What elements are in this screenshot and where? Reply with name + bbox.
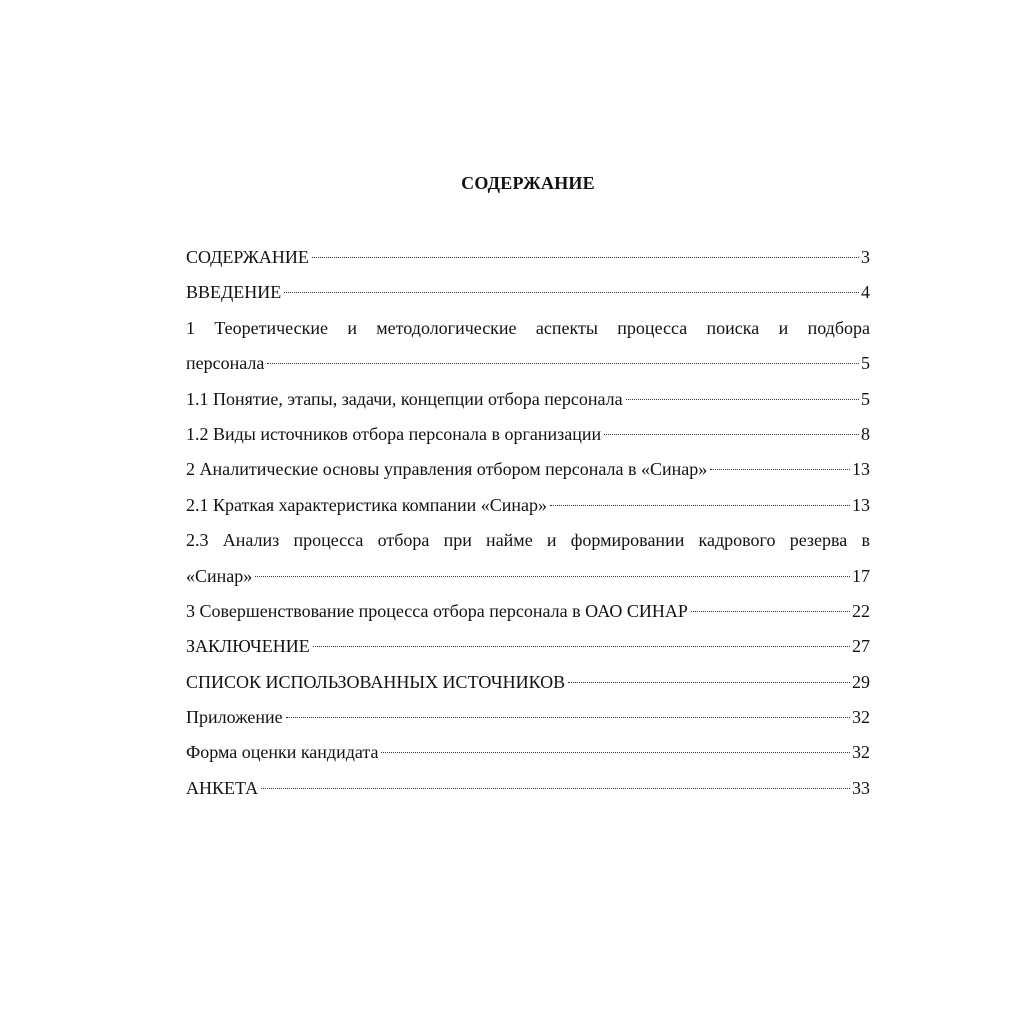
toc-entry-section-2-3[interactable] xyxy=(186,559,870,594)
toc-entry-section-1-2[interactable] xyxy=(186,417,870,452)
toc-dot-leader xyxy=(286,717,850,718)
toc-entry-contents[interactable] xyxy=(186,240,870,275)
toc-dot-leader xyxy=(312,257,859,258)
toc-dot-leader xyxy=(255,576,850,577)
toc-dot-leader xyxy=(267,363,859,364)
toc-page-number: 5 xyxy=(861,353,870,374)
toc-page-number: 33 xyxy=(852,777,870,798)
toc-entry-conclusion[interactable] xyxy=(186,629,870,664)
toc-entry-text: АНКЕТА xyxy=(186,777,259,798)
toc-entry-text: ЗАКЛЮЧЕНИЕ xyxy=(186,636,310,657)
toc-dot-leader xyxy=(568,682,850,683)
toc-entry-text: Форма оценки кандидата xyxy=(186,742,379,763)
toc-page-number: 13 xyxy=(852,459,870,480)
toc-entry-text: ВВЕДЕНИЕ xyxy=(186,282,282,303)
toc-entry-section-1-1[interactable] xyxy=(186,382,870,417)
toc-page-number: 27 xyxy=(852,636,870,657)
toc-entry-chapter-2[interactable] xyxy=(186,452,870,487)
toc-entry-appendix[interactable] xyxy=(186,700,870,735)
toc-entry-text: СПИСОК ИСПОЛЬЗОВАННЫХ ИСТОЧНИКОВ xyxy=(186,671,566,692)
toc-dot-leader xyxy=(710,469,850,470)
toc-page-number: 32 xyxy=(852,742,870,763)
toc-entry-text: Приложение xyxy=(186,707,283,728)
toc-entry-chapter-1-line1[interactable]: 1 Теоретические и методологические аспекты процесса поиска и подбора xyxy=(186,317,870,338)
toc-page-number: 8 xyxy=(861,423,870,444)
toc-dot-leader xyxy=(550,505,850,506)
toc-page-number: 3 xyxy=(861,247,870,267)
toc-dot-leader xyxy=(691,611,850,612)
toc-entry-candidate-form[interactable] xyxy=(186,735,870,770)
toc-page-number: 5 xyxy=(861,388,870,409)
toc-entry-text: «Синар» xyxy=(186,565,253,586)
page-title: СОДЕРЖАНИЕ xyxy=(461,173,595,193)
toc-page-number: 17 xyxy=(852,565,870,586)
toc-entry-chapter-1[interactable] xyxy=(186,346,870,381)
toc-page-number: 4 xyxy=(861,282,870,303)
toc-entry-text: 1.2 Виды источников отбора персонала в организации xyxy=(186,423,602,444)
toc-entry-section-2-3-line1[interactable]: 2.3 Анализ процесса отбора при найме и формировании кадрового резерва в xyxy=(186,530,870,551)
toc-entry-chapter-3[interactable] xyxy=(186,594,870,629)
toc-dot-leader xyxy=(604,434,859,435)
toc-entry-text: 2.1 Краткая характеристика компании «Синар» xyxy=(186,494,547,515)
toc-dot-leader xyxy=(626,399,859,400)
toc-entry-text: 2 Аналитические основы управления отбором персонала в «Синар» xyxy=(186,459,708,480)
toc-page-number: 13 xyxy=(852,494,870,515)
toc-dot-leader xyxy=(381,752,850,753)
toc-entry-questionnaire[interactable] xyxy=(186,771,870,806)
toc-dot-leader xyxy=(261,788,850,789)
toc-page-number: 32 xyxy=(852,707,870,728)
table-of-contents xyxy=(186,240,870,806)
toc-page-number: 22 xyxy=(852,600,870,621)
toc-entry-text: 1.1 Понятие, этапы, задачи, концепции отбора персонала xyxy=(186,388,623,409)
toc-dot-leader xyxy=(313,646,850,647)
toc-dot-leader xyxy=(284,292,859,293)
toc-entry-section-2-1[interactable] xyxy=(186,488,870,523)
toc-entry-text: СОДЕРЖАНИЕ xyxy=(186,247,309,267)
toc-entry-text: персонала xyxy=(186,353,265,374)
toc-entry-references[interactable] xyxy=(186,665,870,700)
toc-entry-introduction[interactable] xyxy=(186,275,870,310)
toc-page-number: 29 xyxy=(852,671,870,692)
toc-entry-text: 3 Совершенствование процесса отбора персонала в ОАО СИНАР xyxy=(186,600,688,621)
